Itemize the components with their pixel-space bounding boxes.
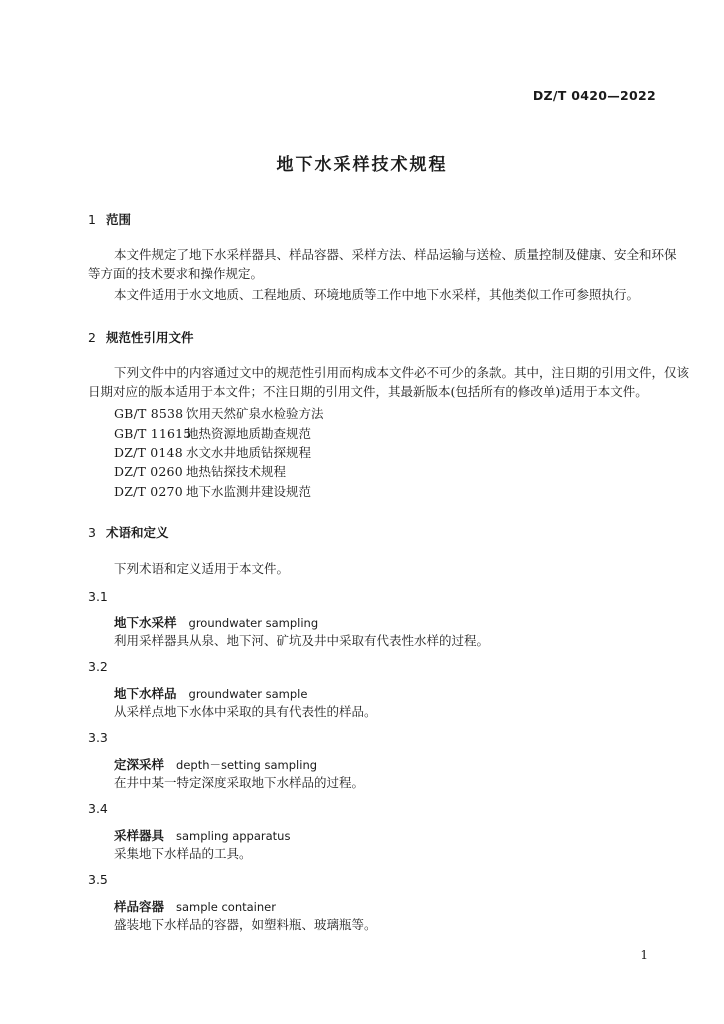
term-english: depth－setting sampling bbox=[176, 758, 318, 772]
reference-code: DZ/T 0260 bbox=[114, 464, 183, 479]
section-title: 范围 bbox=[106, 212, 132, 227]
section-number: 3 bbox=[88, 525, 96, 540]
paragraph: 下列术语和定义适用于本文件。 bbox=[114, 561, 290, 576]
term-definition: 采集地下水样品的工具。 bbox=[114, 846, 252, 861]
reference-item bbox=[114, 482, 311, 500]
term-entry bbox=[114, 897, 276, 915]
term-number: 3.2 bbox=[88, 659, 108, 674]
paragraph: 等方面的技术要求和操作规定。 bbox=[88, 266, 264, 281]
reference-item bbox=[114, 424, 311, 442]
section-number: 1 bbox=[88, 212, 96, 227]
section-2-heading bbox=[88, 328, 194, 346]
section-title: 规范性引用文件 bbox=[106, 330, 194, 345]
section-number: 2 bbox=[88, 330, 96, 345]
section-title: 术语和定义 bbox=[106, 525, 169, 540]
term-english: sampling apparatus bbox=[176, 829, 291, 843]
term-chinese: 样品容器 bbox=[114, 899, 165, 914]
term-entry bbox=[114, 755, 317, 773]
term-number: 3.5 bbox=[88, 872, 108, 887]
standard-code: DZ/T 0420—2022 bbox=[532, 88, 656, 103]
term-definition: 利用采样器具从泉、地下河、矿坑及井中采取有代表性水样的过程。 bbox=[114, 633, 490, 648]
paragraph: 本文件适用于水文地质、工程地质、环境地质等工作中地下水采样，其他类似工作可参照执行。 bbox=[114, 287, 640, 302]
reference-item bbox=[114, 404, 324, 422]
paragraph: 下列文件中的内容通过文中的规范性引用而构成本文件必不可少的条款。其中，注日期的引用文件，仅该 bbox=[114, 365, 690, 380]
reference-code: GB/T 11615 bbox=[114, 426, 192, 441]
term-english: sample container bbox=[176, 900, 276, 914]
reference-item bbox=[114, 443, 311, 461]
reference-title: 饮用天然矿泉水检验方法 bbox=[186, 406, 324, 421]
term-entry bbox=[114, 826, 290, 844]
reference-title: 地热钻探技术规程 bbox=[186, 464, 287, 479]
reference-title: 水文水井地质钻探规程 bbox=[186, 445, 312, 460]
term-chinese: 采样器具 bbox=[114, 828, 165, 843]
paragraph: 本文件规定了地下水采样器具、样品容器、采样方法、样品运输与送检、质量控制及健康、安全和环保 bbox=[114, 247, 677, 262]
term-number: 3.3 bbox=[88, 730, 108, 745]
document-title: 地下水采样技术规程 bbox=[276, 155, 448, 175]
term-entry bbox=[114, 613, 318, 631]
page-number: 1 bbox=[640, 948, 648, 962]
term-english: groundwater sample bbox=[188, 687, 308, 701]
term-entry bbox=[114, 684, 307, 702]
reference-code: DZ/T 0148 bbox=[114, 445, 183, 460]
term-english: groundwater sampling bbox=[188, 616, 319, 630]
term-definition: 在井中某一特定深度采取地下水样品的过程。 bbox=[114, 775, 365, 790]
term-chinese: 定深采样 bbox=[114, 757, 165, 772]
section-1-heading bbox=[88, 210, 131, 228]
reference-title: 地热资源地质勘查规范 bbox=[186, 426, 312, 441]
term-number: 3.1 bbox=[88, 589, 108, 604]
term-definition: 从采样点地下水体中采取的具有代表性的样品。 bbox=[114, 704, 377, 719]
term-number: 3.4 bbox=[88, 801, 108, 816]
term-chinese: 地下水采样 bbox=[114, 615, 177, 630]
section-3-heading bbox=[88, 523, 169, 541]
term-definition: 盛装地下水样品的容器，如塑料瓶、玻璃瓶等。 bbox=[114, 917, 377, 932]
reference-item bbox=[114, 462, 286, 480]
paragraph: 日期对应的版本适用于本文件；不注日期的引用文件，其最新版本(包括所有的修改单)适用于本文件。 bbox=[88, 384, 648, 399]
reference-title: 地下水监测井建设规范 bbox=[186, 484, 312, 499]
term-chinese: 地下水样品 bbox=[114, 686, 177, 701]
reference-code: GB/T 8538 bbox=[114, 406, 184, 421]
reference-code: DZ/T 0270 bbox=[114, 484, 183, 499]
